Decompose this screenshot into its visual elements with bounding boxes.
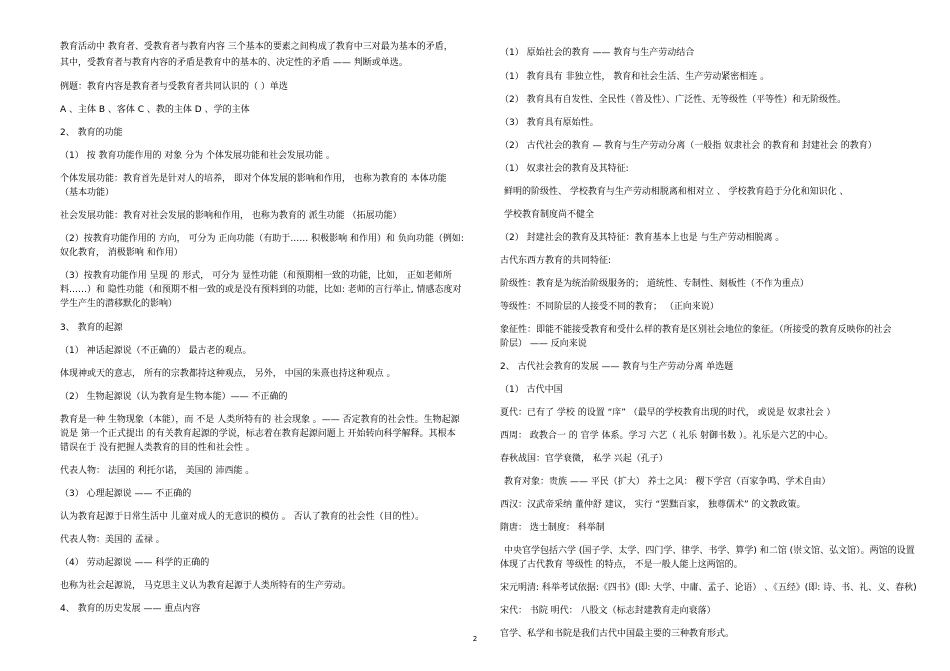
left-text-line: 教育是一种 生物现象（本能），而 不是 人类所特有的 社会现象 。—— 否定教育的社会性。生物起源 bbox=[60, 415, 460, 425]
right-text-line: 古代东西方教育的共同特征: bbox=[500, 256, 612, 266]
right-text-line: 2、 古代社会教育的发展 —— 教育与生产劳动分离 单选题 bbox=[500, 362, 734, 372]
right-text-line: （2） 教育具有自发性、全民性（普及性）、广泛性、无等级性（平等性）和无阶级性。 bbox=[500, 95, 847, 105]
left-text-line: 体现神或天的意志， 所有的宗教都持这种观点， 另外， 中国的朱熹也持这种观点 。 bbox=[60, 369, 396, 379]
right-text-line: 西汉：汉武帝采纳 董仲舒 建议， 实行 “罢黜百家， 独尊儒术” 的文教政策。 bbox=[500, 500, 806, 510]
right-text-line: （2） 古代社会的教育 — 教育与生产劳动分离（一般指 奴隶社会 的教育和 封建社会 的教育） bbox=[500, 141, 877, 151]
left-text-line: 料……）和 隐性功能（和预期不相一致的或是没有预料到的功能，比如: 老师的言行举止, 情感态度对 bbox=[60, 285, 462, 295]
left-text-line: 其中，受教育者与教育内容的矛盾是教育中的基本的、决定性的矛盾 —— 判断或单选。 bbox=[60, 58, 408, 68]
right-text-line: （2） 封建社会的教育及其特征：教育基本上也是 与生产劳动相脱离 。 bbox=[500, 233, 785, 243]
left-text-line: （3） 心理起源说 —— 不正确的 bbox=[60, 489, 192, 499]
left-text-line: A 、主体 B 、客体 C 、教的主体 D 、学的主体 bbox=[60, 105, 250, 115]
left-text-line: 说是 第一个正式提出 的有关教育起源的学说，标志着在教育起源问题上 开始转向科学解释。其根本 bbox=[60, 429, 456, 439]
left-text-line: 教育活动中 教育者、受教育者与教育内容 三个基本的要素之间构成了教育中三对最为基本的矛盾， bbox=[60, 42, 453, 52]
left-text-line: 认为教育起源于日常生活中 儿童对成人的无意识的模仿 。 否认了教育的社会性（目的性）。 bbox=[60, 512, 425, 522]
left-text-line: （1） 按 教育功能作用的 对象 分为 个体发展功能和社会发展功能 。 bbox=[60, 151, 335, 161]
left-text-line: 2、 教育的功能 bbox=[60, 128, 123, 138]
right-text-line: 阶级性：教育是为统治阶级服务的； 道统性、专制性、刻板性（不作为重点） bbox=[500, 279, 809, 289]
right-text-line: 中央官学包括六学 (国子学、太学、四门学、律学、书学、算学) 和二馆 (崇文馆、弘文馆）。两馆的设置 bbox=[504, 546, 915, 556]
right-text-line: 春秋战国：官学衰微， 私学 兴起（孔子） bbox=[500, 454, 668, 464]
right-text-line: 学校教育制度尚不健全 bbox=[504, 210, 595, 220]
right-text-line: （1） 原始社会的教育 —— 教育与生产劳动结合 bbox=[500, 48, 695, 58]
left-text-line: 代表人物： 法国的 利托尔诺， 美国的 沛西能 。 bbox=[60, 466, 255, 476]
left-text-line: （2） 生物起源说（认为教育是生物本能）—— 不正确的 bbox=[60, 392, 288, 402]
right-text-line: 宋代： 书院 明代： 八股文（标志封建教育走向衰落） bbox=[500, 606, 716, 616]
right-text-line: 等级性：不同阶层的人接受不同的教育； （正向来说） bbox=[500, 302, 719, 312]
right-text-line: 体现了古代教育 等级性 的特点， 不是一般人能上这两馆的。 bbox=[500, 560, 743, 570]
left-text-line: 4、 教育的历史发展 —— 重点内容 bbox=[60, 604, 201, 614]
right-text-line: 象征性：即能不能接受教育和受什么样的教育是区别社会地位的象征。（所接受的教育反映你的社会 bbox=[500, 325, 892, 335]
right-text-line: （1） 教育具有 非独立性， 教育和社会生活、生产劳动紧密相连 。 bbox=[500, 72, 770, 82]
left-text-line: 3、 教育的起源 bbox=[60, 323, 123, 333]
left-text-line: （1） 神话起源说（不正确的） 最古老的观点。 bbox=[60, 346, 252, 356]
right-text-line: 教育对象：贵族 —— 平民（扩大） 养士之风： 稷下学宫（百家争鸣、学术自由） bbox=[504, 477, 831, 487]
right-text-line: 宋元明清: 科举考试依据:《四书》(即: 大学、中庸、孟子、论语） 、《五经》(即: 诗、书、礼、义、春秋) bbox=[500, 583, 917, 593]
page-number: 2 bbox=[472, 635, 478, 643]
right-text-line: 夏代：已有了 学校 的设置 “庠” （最早的学校教育出现的时代， 或说是 奴隶社会 ） bbox=[500, 408, 836, 418]
left-text-line: （基本功能） bbox=[60, 188, 115, 198]
left-text-line: 代表人物：美国的 孟禄 。 bbox=[60, 535, 165, 545]
left-text-line: 学生产生的潜移默化的影响） bbox=[60, 299, 178, 309]
right-text-line: （1） 奴隶社会的教育及其特征: bbox=[500, 164, 629, 174]
right-text-line: 鲜明的阶级性、 学校教育与生产劳动相脱离和相对立 、 学校教育趋于分化和知识化 、 bbox=[504, 187, 849, 197]
right-text-line: （1） 古代中国 bbox=[500, 385, 563, 395]
right-text-line: 官学、私学和书院是我们古代中国最主要的三种教育形式。 bbox=[500, 629, 735, 639]
left-text-line: 也称为社会起源说， 马克思主义认为教育起源于人类所特有的生产劳动。 bbox=[60, 581, 351, 591]
right-text-line: 阶层） —— 反向来说 bbox=[500, 339, 587, 349]
left-text-line: 社会发展功能：教育对社会发展的影响和作用， 也称为教育的 派生功能 （拓展功能） bbox=[60, 211, 402, 221]
right-text-line: 西周： 政教合一 的 官学 体系。学习 六艺（ 礼乐 射御书数 ）。礼乐是六艺的中心。 bbox=[500, 431, 834, 441]
left-text-line: （3）按教育功能作用 呈现 的 形式， 可分为 显性功能（和预期相一致的功能，比如， 正如老师所 bbox=[60, 271, 452, 281]
right-text-line: （3） 教育具有原始性。 bbox=[500, 118, 599, 128]
left-text-line: 错误在于 没有把握人类教育的目的性和社会性 。 bbox=[60, 443, 255, 453]
left-text-line: （4） 劳动起源说 —— 科学的正确的 bbox=[60, 558, 210, 568]
left-text-line: （2）按教育功能作用的 方向， 可分为 正向功能（有助于…… 积极影响 和作用）和 负向功能（例如: bbox=[60, 234, 464, 244]
left-text-line: 奴化教育， 消极影响 和作用） bbox=[60, 248, 183, 258]
right-text-line: 隋唐： 选士制度： 科举制 bbox=[500, 523, 605, 533]
left-text-line: 个体发展功能：教育首先是针对人的培养， 即对个体发展的影响和作用， 也称为教育的 本体功能 bbox=[60, 174, 447, 184]
left-text-line: 例题：教育内容是教育者与受教育者共同认识的（ ）单选 bbox=[60, 82, 288, 92]
